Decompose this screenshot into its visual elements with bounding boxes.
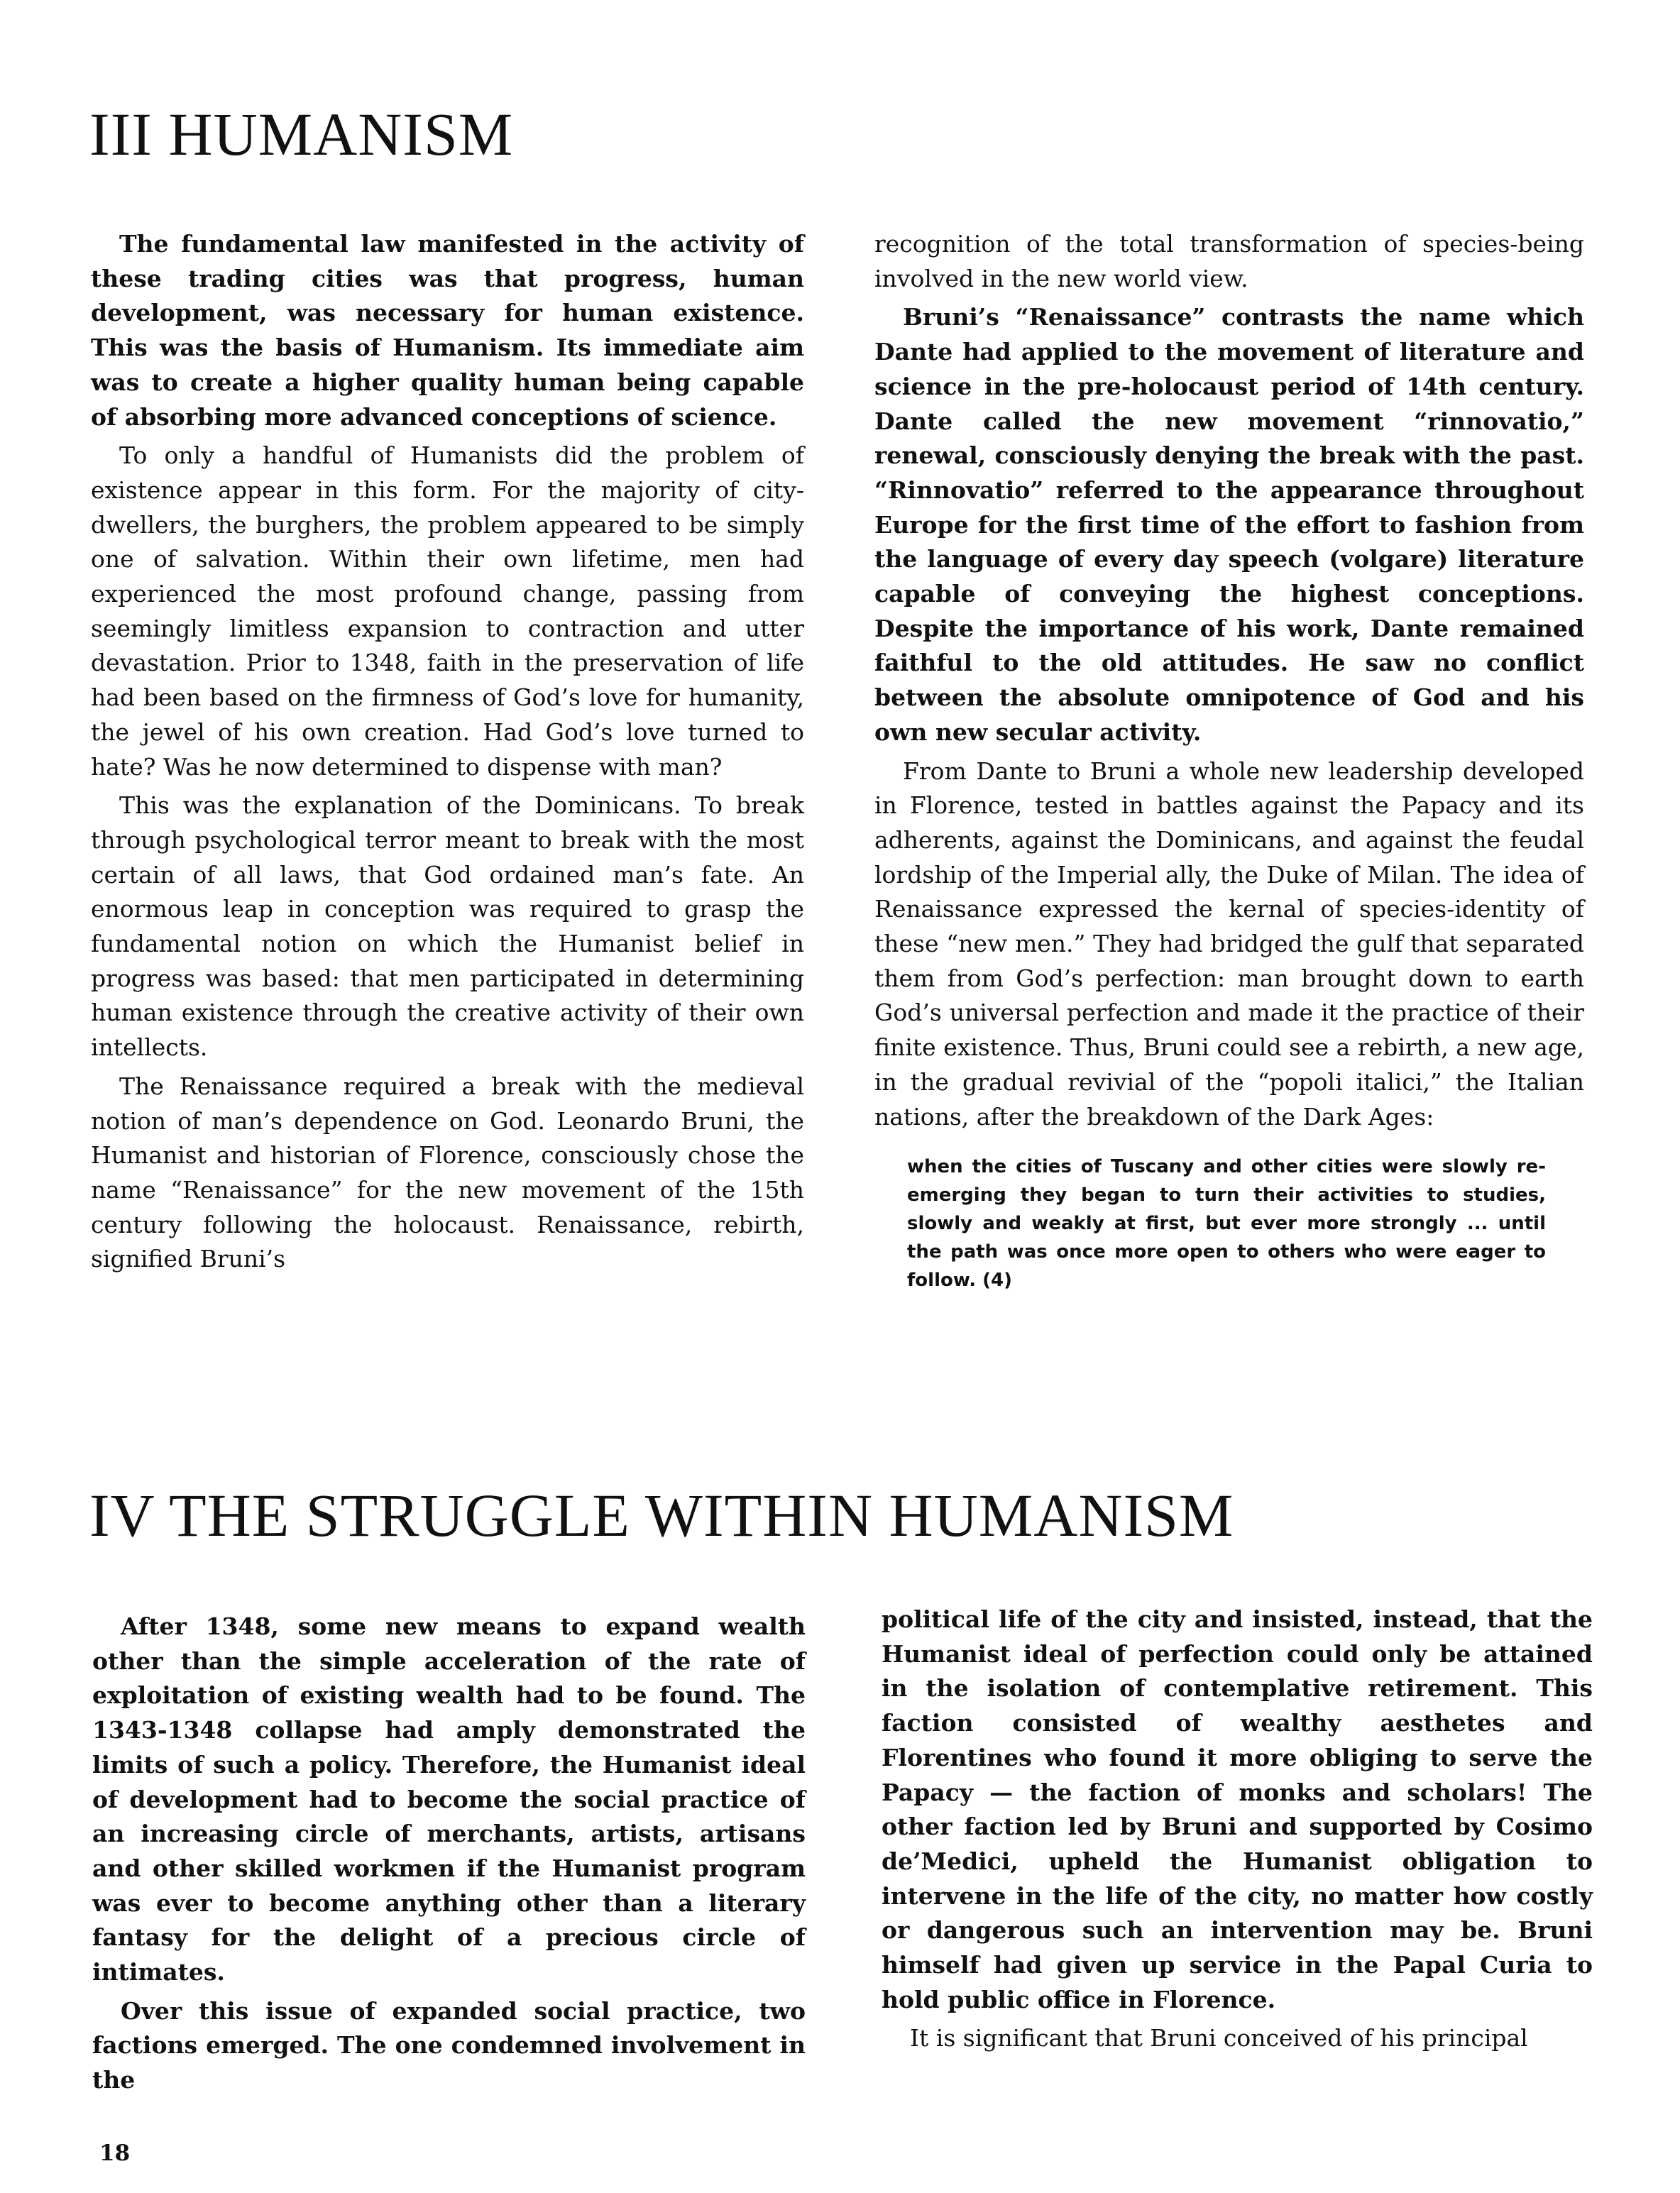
section3-right-column xyxy=(874,227,1584,1295)
paragraph: To only a handful of Humanists did the problem of existence appear in this form. For the majority of city-dwellers, the burghers, the problem appeared to be simply one of salvation. Within their own lifetime, men had experienced the most profound change, passing from seemingly limitless expansion to contraction and utter devastation. Prior to 1348, faith in the preservation of life had been based on the firmness of God’s love for humanity, the jewel of his own creation. Had God’s love turned to hate? Was he now determined to dispense with man? xyxy=(91,441,804,781)
section-heading-humanism: III HUMANISM xyxy=(89,100,514,168)
paragraph: recognition of the total transformation of species-being involved in the new world view. xyxy=(874,230,1584,292)
paragraph: Bruni’s “Renaissance” contrasts the name which Dante had applied to the movement of literature and science in the pre-holocaust period of 14th century. Dante called the new movement “rinnovatio,” renewal, consciously denying the break with the past. “Rinnovatio” referred to the appearance throughout Europe for the first time of the effort to fashion from the language of every day speech (volgare) literature capable of conveying the highest conceptions. Despite the importance of his work, Dante remained faithful to the old attitudes. He saw no conflict between the absolute omnipotence of God and his own new secular activity. xyxy=(874,303,1584,746)
section4-right-column xyxy=(882,1603,1593,2060)
paragraph: After 1348, some new means to expand wealth other than the simple acceleration of the rate of exploitation of existing wealth had to be found. The 1343-1348 collapse had amply demonstrated the limits of such a policy. Therefore, the Humanist ideal of development had to become the social practice of an increasing circle of merchants, artists, artisans and other skilled workmen if the Humanist program was ever to become anything other than a literary fantasy for the delight of a precious circle of intimates. xyxy=(92,1612,806,1986)
paragraph: From Dante to Bruni a whole new leadership developed in Florence, tested in battles against the Papacy and its adherents, against the Dominicans, and against the feudal lordship of the Imperial ally, the Duke of Milan. The idea of Renaissance expressed the kernal of species-identity of these “new men.” They had bridged the gulf that separated them from God’s perfection: man brought down to earth God’s universal perfection and made it the practice of their finite existence. Thus, Bruni could see a rebirth, a new age, in the gradual revivial of the “popoli italici,” the Italian nations, after the breakdown of the Dark Ages: xyxy=(874,757,1584,1131)
paragraph: The Renaissance required a break with the medieval notion of man’s dependence on God. Leonardo Bruni, the Humanist and historian of Florence, consciously chose the name “Renaissance” for the new movement of the 15th century following the holocaust. Renaissance, rebirth, signified Bruni’s xyxy=(91,1072,804,1273)
block-quote: when the cities of Tuscany and other cities were slowly re-emerging they began to turn their activities to studies, slowly and weakly at first, but ever more strongly ... until the path was once more open to others who were eager to follow. (4) xyxy=(907,1156,1546,1292)
section-heading-struggle-within-humanism: IV THE STRUGGLE WITHIN HUMANISM xyxy=(89,1481,1234,1549)
page-number: 18 xyxy=(99,2140,131,2166)
section4-left-column xyxy=(92,1610,806,2102)
paragraph: This was the explanation of the Dominicans. To break through psychological terror meant to break with the most certain of all laws, that God ordained man’s fate. An enormous leap in conception was required to grasp the fundamental notion on which the Humanist belief in progress was based: that men participated in determining human existence through the creative activity of their own intellects. xyxy=(91,791,804,1062)
paragraph: The fundamental law manifested in the activity of these trading cities was that progress, human development, was necessary for human existence. This was the basis of Humanism. Its immediate aim was to create a higher quality human being capable of absorbing more advanced conceptions of science. xyxy=(91,230,804,431)
section3-left-column xyxy=(91,227,804,1281)
paragraph: It is significant that Bruni conceived of his principal xyxy=(910,2024,1528,2052)
paragraph: political life of the city and insisted, instead, that the Humanist ideal of perfection could only be attained in the isolation of contemplative retirement. This faction consisted of wealthy aesthetes and Florentines who found it more obliging to serve the Papacy — the faction of monks and scholars! The other faction led by Bruni and supported by Cosimo de’Medici, upheld the Humanist obligation to intervene in the life of the city, no matter how costly or dangerous such an intervention may be. Bruni himself had given up service in the Papal Curia to hold public office in Florence. xyxy=(882,1605,1593,2013)
paragraph: Over this issue of expanded social practice, two factions emerged. The one condemned involvement in the xyxy=(92,1996,806,2094)
